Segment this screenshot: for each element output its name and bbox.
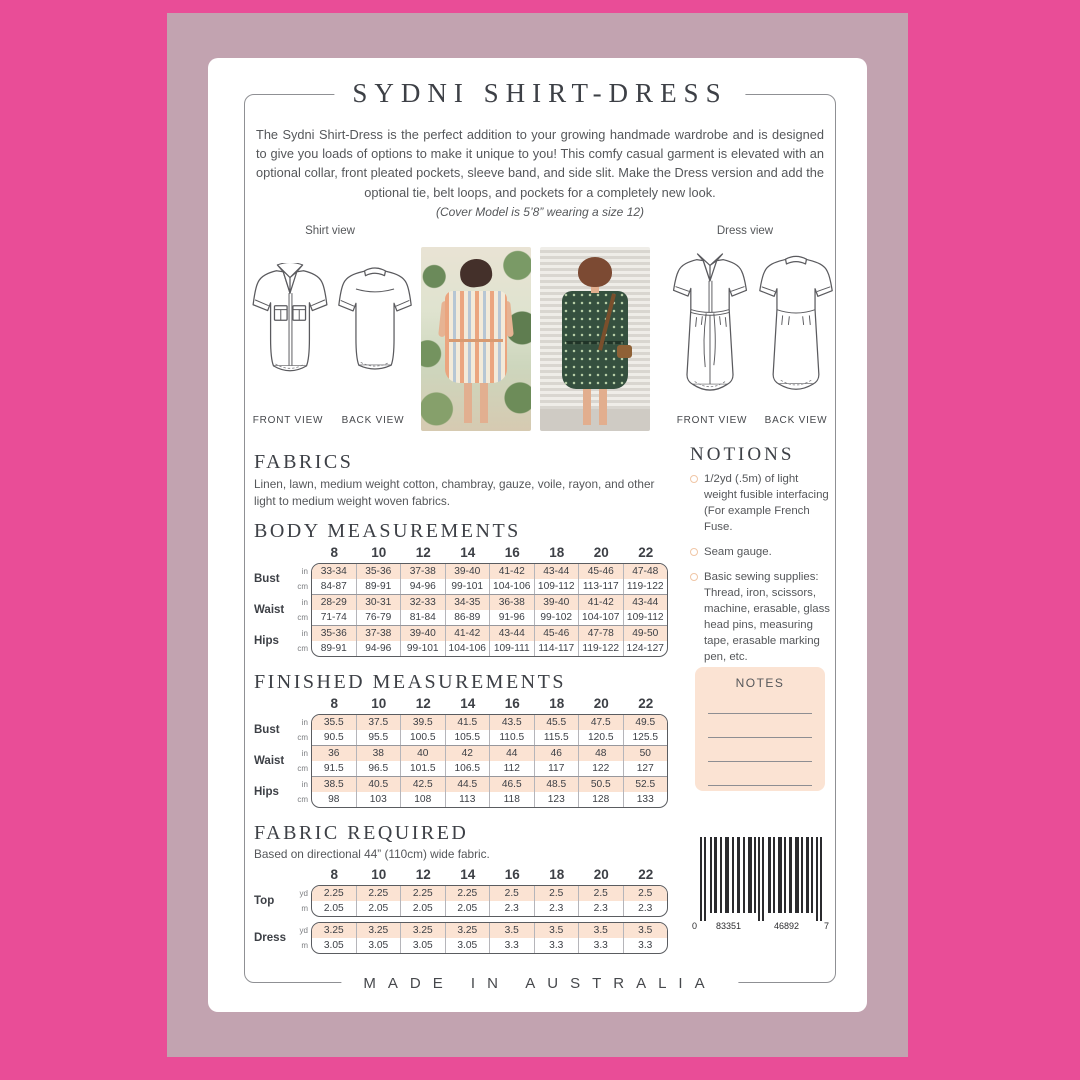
notes-box	[695, 667, 825, 791]
measurement-cell: 91-96	[489, 610, 534, 625]
measurement-cell: 34-35	[445, 595, 490, 610]
body-measurements-table	[254, 563, 666, 657]
row-units	[293, 626, 311, 656]
unit-label: cm	[297, 764, 308, 774]
page-title: SYDNI SHIRT-DRESS	[334, 78, 745, 109]
size-label: 10	[371, 867, 387, 883]
measurement-cell: 76-79	[356, 610, 401, 625]
main-column	[254, 451, 666, 959]
measurement-cell: 2.5	[578, 886, 623, 901]
row-label: Top	[254, 895, 275, 908]
unit-label: in	[301, 780, 308, 790]
measurement-cell: 3.5	[534, 923, 579, 938]
measurement-cell: 32-33	[400, 595, 445, 610]
measurement-cell: 2.25	[445, 886, 490, 901]
measurement-cell: 2.05	[323, 903, 344, 915]
unit-label: in	[301, 567, 308, 577]
measurement-cell: 36	[328, 748, 340, 760]
measurement-cell: 101.5	[400, 761, 445, 776]
made-in-label: MADE IN AUSTRALIA	[341, 975, 738, 992]
measurement-cell: 39-40	[445, 564, 490, 579]
table-row	[312, 730, 667, 745]
size-label: 20	[593, 867, 609, 883]
measurement-cell: 50.5	[578, 777, 623, 792]
measurement-cell: 2.5	[534, 886, 579, 901]
measurement-cell: 39-40	[534, 595, 579, 610]
row-label-group	[254, 886, 311, 916]
measurement-cell: 37-38	[356, 626, 401, 641]
shoulder-bag	[617, 345, 632, 358]
row-label: Waist	[254, 604, 285, 617]
measurement-table	[254, 714, 668, 808]
measurement-cell: 99-101	[445, 579, 490, 594]
measurement-cell: 120.5	[578, 730, 623, 745]
notion-item	[690, 570, 831, 666]
measurement-cell: 86-89	[445, 610, 490, 625]
shirt-front-drawing	[248, 263, 332, 395]
measurement-cell: 43-44	[534, 564, 579, 579]
measurement-cell: 115.5	[534, 730, 579, 745]
row-units	[293, 777, 311, 807]
notes-line	[708, 714, 812, 738]
measurement-cell: 43.5	[489, 715, 534, 730]
row-label-group	[254, 923, 311, 953]
unit-label: cm	[297, 644, 308, 654]
content-border-box	[244, 78, 836, 992]
measurement-cell: 41-42	[445, 626, 490, 641]
barcode-group1: 83351	[716, 921, 742, 931]
unit-label: in	[301, 629, 308, 639]
measurement-cell: 43-44	[489, 626, 534, 641]
notion-item	[690, 472, 831, 536]
table-group	[312, 776, 667, 807]
measurement-cell: 105.5	[445, 730, 490, 745]
unit-label: yd	[299, 926, 308, 936]
measurement-cell: 110.5	[489, 730, 534, 745]
measurement-cell: 128	[578, 792, 623, 807]
measurement-cell: 52.5	[623, 777, 668, 792]
measurement-cell: 113-117	[578, 579, 623, 594]
table-row	[312, 595, 667, 610]
fabric-required-table	[254, 885, 666, 954]
measurement-cell: 3.25	[400, 923, 445, 938]
notion-text: Basic sewing supplies: Thread, iron, scissors, machine, erasable, glass head pins, measuring tape, erasable marking pen, etc.	[704, 570, 830, 663]
size-label: 8	[330, 867, 338, 883]
barcode-group2: 46892	[774, 921, 800, 931]
row-units	[293, 923, 311, 953]
model-leg	[583, 389, 591, 425]
table-value-box	[311, 714, 668, 808]
measurement-cell: 49-50	[623, 626, 668, 641]
size-label: 16	[504, 545, 520, 561]
measurement-cell: 3.5	[623, 923, 668, 938]
notion-text: Seam gauge.	[704, 545, 772, 558]
measurement-cell: 44	[489, 746, 534, 761]
row-label-group	[254, 594, 311, 625]
size-label: 18	[549, 545, 565, 561]
measurement-cell: 133	[623, 792, 668, 807]
row-units	[293, 746, 311, 776]
measurement-cell: 100.5	[400, 730, 445, 745]
measurement-cell: 2.3	[578, 901, 623, 916]
notion-text: 1/2yd (.5m) of light weight fusible interfacing (For example French Fuse.	[704, 473, 829, 533]
shirt-view-label: Shirt view	[305, 225, 355, 237]
row-label-group	[254, 776, 311, 807]
size-header-row	[312, 696, 668, 711]
unit-label: m	[301, 904, 308, 914]
size-label: 12	[415, 696, 431, 712]
measurement-cell: 39-40	[400, 626, 445, 641]
measurement-cell: 36-38	[489, 595, 534, 610]
measurement-cell: 91.5	[323, 763, 344, 775]
measurement-cell: 84-87	[320, 581, 347, 593]
fabrics-text: Linen, lawn, medium weight cotton, chambray, gauze, voile, rayon, and other light to medium weight woven fabrics.	[254, 477, 655, 509]
measurement-cell: 98	[328, 794, 340, 806]
notion-item	[690, 545, 831, 561]
measurement-cell: 94-96	[400, 579, 445, 594]
measurement-cell: 119-122	[623, 579, 668, 594]
row-units	[293, 715, 311, 745]
measurement-cell: 48.5	[534, 777, 579, 792]
measurement-cell: 45-46	[578, 564, 623, 579]
measurement-table	[254, 563, 668, 657]
measurement-cell: 3.25	[323, 925, 344, 937]
table-row	[312, 777, 667, 792]
measurement-cell: 3.05	[400, 938, 445, 953]
size-label: 14	[460, 545, 476, 561]
table-group	[312, 564, 667, 594]
measurement-cell: 99-102	[534, 610, 579, 625]
measurement-cell: 37.5	[356, 715, 401, 730]
size-label: 8	[330, 545, 338, 561]
measurement-cell: 45.5	[534, 715, 579, 730]
measurement-cell: 47.5	[578, 715, 623, 730]
model-hair	[578, 257, 612, 287]
table-row	[312, 626, 667, 641]
notes-line	[708, 762, 812, 786]
measurement-cell: 49.5	[623, 715, 668, 730]
unit-label: cm	[297, 795, 308, 805]
size-label: 20	[593, 545, 609, 561]
measurement-cell: 2.3	[623, 901, 668, 916]
measurement-cell: 37-38	[400, 564, 445, 579]
measurement-cell: 2.05	[356, 901, 401, 916]
measurement-table	[254, 922, 668, 954]
dress-back-drawing	[756, 252, 836, 415]
measurement-cell: 2.3	[534, 901, 579, 916]
model-leg	[464, 383, 472, 423]
upc-barcode	[692, 837, 830, 940]
size-label: 22	[638, 867, 654, 883]
measurement-cell: 89-91	[320, 643, 347, 655]
bullet-icon	[690, 475, 698, 483]
size-label: 18	[549, 696, 565, 712]
measurement-cell: 35-36	[320, 628, 347, 640]
measurement-cell: 2.5	[489, 886, 534, 901]
measurement-cell: 71-74	[320, 612, 347, 624]
measurement-cell: 35.5	[323, 717, 344, 729]
row-label: Hips	[254, 786, 279, 799]
table-row	[312, 886, 667, 901]
waist-tie	[566, 341, 624, 344]
measurement-cell: 46	[534, 746, 579, 761]
measurement-cell: 113	[445, 792, 490, 807]
notions-list	[690, 472, 831, 666]
measurement-cell: 99-101	[400, 641, 445, 656]
photo-striped-shirt-dress	[421, 247, 531, 431]
measurement-cell: 125.5	[623, 730, 668, 745]
notions-heading: NOTIONS	[690, 444, 795, 465]
measurement-cell: 2.5	[623, 886, 668, 901]
table-row	[312, 938, 667, 953]
table-group	[312, 923, 667, 953]
measurement-cell: 3.5	[578, 923, 623, 938]
measurement-cell: 108	[400, 792, 445, 807]
table-row	[312, 564, 667, 579]
unit-label: in	[301, 598, 308, 608]
size-label: 14	[460, 696, 476, 712]
measurement-cell: 3.25	[356, 923, 401, 938]
measurement-cell: 104-106	[489, 579, 534, 594]
table-row	[312, 923, 667, 938]
measurement-cell: 117	[534, 761, 579, 776]
dress-back-view-label: BACK VIEW	[764, 415, 828, 426]
measurement-cell: 41.5	[445, 715, 490, 730]
size-label: 16	[504, 696, 520, 712]
size-label: 12	[415, 545, 431, 561]
measurement-cell: 35-36	[356, 564, 401, 579]
measurement-cell: 112	[489, 761, 534, 776]
measurement-cell: 3.05	[323, 940, 344, 952]
measurement-cell: 39.5	[400, 715, 445, 730]
table-value-box	[311, 922, 668, 954]
row-label-group	[254, 564, 311, 594]
size-label: 12	[415, 867, 431, 883]
table-row	[312, 761, 667, 776]
measurement-cell: 41-42	[489, 564, 534, 579]
measurement-cell: 106.5	[445, 761, 490, 776]
measurement-cell: 2.05	[400, 901, 445, 916]
dress-view-label: Dress view	[716, 225, 774, 237]
measurement-cell: 38.5	[323, 779, 344, 791]
notes-line	[708, 738, 812, 762]
dress-front-view-label: FRONT VIEW	[676, 415, 748, 426]
row-units	[293, 564, 311, 594]
measurement-cell: 43-44	[623, 595, 668, 610]
measurement-cell: 2.25	[323, 888, 344, 900]
fabric-required-note: Based on directional 44” (110cm) wide fabric.	[254, 847, 490, 862]
measurement-cell: 109-112	[534, 579, 579, 594]
table-row	[312, 901, 667, 916]
table-value-box	[311, 563, 668, 657]
measurement-cell: 44.5	[445, 777, 490, 792]
row-label-group	[254, 625, 311, 656]
table-row	[312, 746, 667, 761]
unit-label: in	[301, 749, 308, 759]
cover-model-note: (Cover Model is 5’8” wearing a size 12)	[435, 205, 645, 219]
waist-tie	[449, 339, 503, 342]
notions-column	[690, 444, 831, 675]
table-row	[312, 715, 667, 730]
measurement-cell: 109-112	[623, 610, 668, 625]
notes-heading: NOTES	[735, 676, 785, 690]
shirt-back-drawing	[335, 263, 415, 395]
size-label: 22	[638, 545, 654, 561]
measurement-cell: 3.3	[578, 938, 623, 953]
measurement-cell: 90.5	[323, 732, 344, 744]
table-group	[312, 886, 667, 916]
measurement-cell: 124-127	[623, 641, 668, 656]
size-label: 20	[593, 696, 609, 712]
bullet-icon	[690, 548, 698, 556]
measurement-cell: 3.05	[445, 938, 490, 953]
measurement-cell: 48	[578, 746, 623, 761]
fabric-required-heading: FABRIC REQUIRED	[254, 822, 469, 845]
size-header-row	[312, 867, 668, 882]
row-units	[293, 595, 311, 625]
body-measurements-heading: BODY MEASUREMENTS	[254, 520, 521, 543]
table-row-labels	[254, 885, 311, 917]
measurement-cell: 103	[356, 792, 401, 807]
model-leg	[480, 383, 488, 423]
measurement-cell: 42.5	[400, 777, 445, 792]
row-label: Hips	[254, 635, 279, 648]
size-label: 22	[638, 696, 654, 712]
measurement-cell: 123	[534, 792, 579, 807]
measurement-cell: 40	[400, 746, 445, 761]
table-group	[312, 745, 667, 776]
measurement-cell: 3.3	[623, 938, 668, 953]
measurement-cell: 109-111	[489, 641, 534, 656]
size-label: 10	[371, 696, 387, 712]
measurement-cell: 122	[578, 761, 623, 776]
photo-green-print-dress-back	[540, 247, 650, 431]
barcode-left-digit: 0	[692, 921, 698, 931]
size-label: 16	[504, 867, 520, 883]
row-units	[293, 886, 311, 916]
unit-label: cm	[297, 733, 308, 743]
measurement-cell: 45-46	[534, 626, 579, 641]
measurement-cell: 96.5	[356, 761, 401, 776]
measurement-cell: 2.25	[356, 886, 401, 901]
notes-line	[708, 690, 812, 714]
table-group	[312, 594, 667, 625]
measurement-cell: 95.5	[356, 730, 401, 745]
measurement-cell: 104-106	[445, 641, 490, 656]
measurement-cell: 2.25	[400, 886, 445, 901]
bullet-icon	[690, 573, 698, 581]
measurement-cell: 89-91	[356, 579, 401, 594]
unit-label: cm	[297, 582, 308, 592]
measurement-cell: 3.3	[489, 938, 534, 953]
model-leg	[599, 389, 607, 425]
fabrics-heading: FABRICS	[254, 451, 354, 473]
barcode-right-digit: 7	[824, 921, 830, 931]
table-row	[312, 579, 667, 594]
measurement-cell: 81-84	[400, 610, 445, 625]
table-row-labels	[254, 922, 311, 954]
pattern-description: The Sydni Shirt-Dress is the perfect addition to your growing handmade wardrobe and is designed to give you loads of options to make it unique to you! This comfy casual garment is elevated with an optional collar, front pleated pockets, sleeve band, and side slit. Make the Dress version and add the optional tie, belt loops, and pockets for a completely new look.	[256, 127, 824, 200]
shirt-front-view-label: FRONT VIEW	[252, 415, 324, 426]
size-label: 18	[549, 867, 565, 883]
measurement-cell: 42	[445, 746, 490, 761]
mauve-frame	[167, 13, 908, 1057]
measurement-cell: 40.5	[356, 777, 401, 792]
table-row	[312, 610, 667, 625]
measurement-cell: 46.5	[489, 777, 534, 792]
table-row-labels	[254, 714, 311, 808]
barcode-bars	[700, 837, 822, 921]
table-row-labels	[254, 563, 311, 657]
finished-measurements-heading: FINISHED MEASUREMENTS	[254, 671, 566, 694]
measurement-cell: 127	[623, 761, 668, 776]
model-hair	[458, 257, 493, 289]
measurement-cell: 33-34	[320, 566, 347, 578]
measurement-cell: 41-42	[578, 595, 623, 610]
row-label: Bust	[254, 573, 280, 586]
measurement-cell: 94-96	[356, 641, 401, 656]
table-value-box	[311, 885, 668, 917]
size-label: 10	[371, 545, 387, 561]
table-row	[312, 641, 667, 656]
striped-dress	[445, 291, 507, 383]
dress-front-drawing	[668, 252, 752, 415]
envelope-page	[208, 58, 867, 1012]
measurement-cell: 47-78	[578, 626, 623, 641]
row-label-group	[254, 745, 311, 776]
measurement-cell: 28-29	[320, 597, 347, 609]
green-print-dress	[562, 291, 628, 389]
measurement-cell: 50	[623, 746, 668, 761]
unit-label: m	[301, 941, 308, 951]
size-label: 8	[330, 696, 338, 712]
measurement-cell: 38	[356, 746, 401, 761]
size-label: 14	[460, 867, 476, 883]
table-group	[312, 625, 667, 656]
unit-label: yd	[299, 889, 308, 899]
measurement-cell: 3.05	[356, 938, 401, 953]
unit-label: in	[301, 718, 308, 728]
row-label: Dress	[254, 932, 286, 945]
measurement-cell: 119-122	[578, 641, 623, 656]
measurement-cell: 30-31	[356, 595, 401, 610]
measurement-cell: 3.25	[445, 923, 490, 938]
size-header-row	[312, 545, 668, 560]
measurement-cell: 104-107	[578, 610, 623, 625]
row-label: Waist	[254, 755, 285, 768]
measurement-cell: 118	[489, 792, 534, 807]
notes-lines	[708, 690, 812, 786]
measurement-cell: 114-117	[534, 641, 579, 656]
measurement-table	[254, 885, 668, 917]
table-group	[312, 715, 667, 745]
shirt-back-view-label: BACK VIEW	[341, 415, 405, 426]
measurement-cell: 2.05	[445, 901, 490, 916]
measurement-cell: 3.3	[534, 938, 579, 953]
table-row	[312, 792, 667, 807]
measurement-cell: 47-48	[623, 564, 668, 579]
finished-measurements-table	[254, 714, 666, 808]
row-label-group	[254, 715, 311, 745]
row-label: Bust	[254, 724, 280, 737]
measurement-cell: 2.3	[489, 901, 534, 916]
measurement-cell: 3.5	[489, 923, 534, 938]
unit-label: cm	[297, 613, 308, 623]
